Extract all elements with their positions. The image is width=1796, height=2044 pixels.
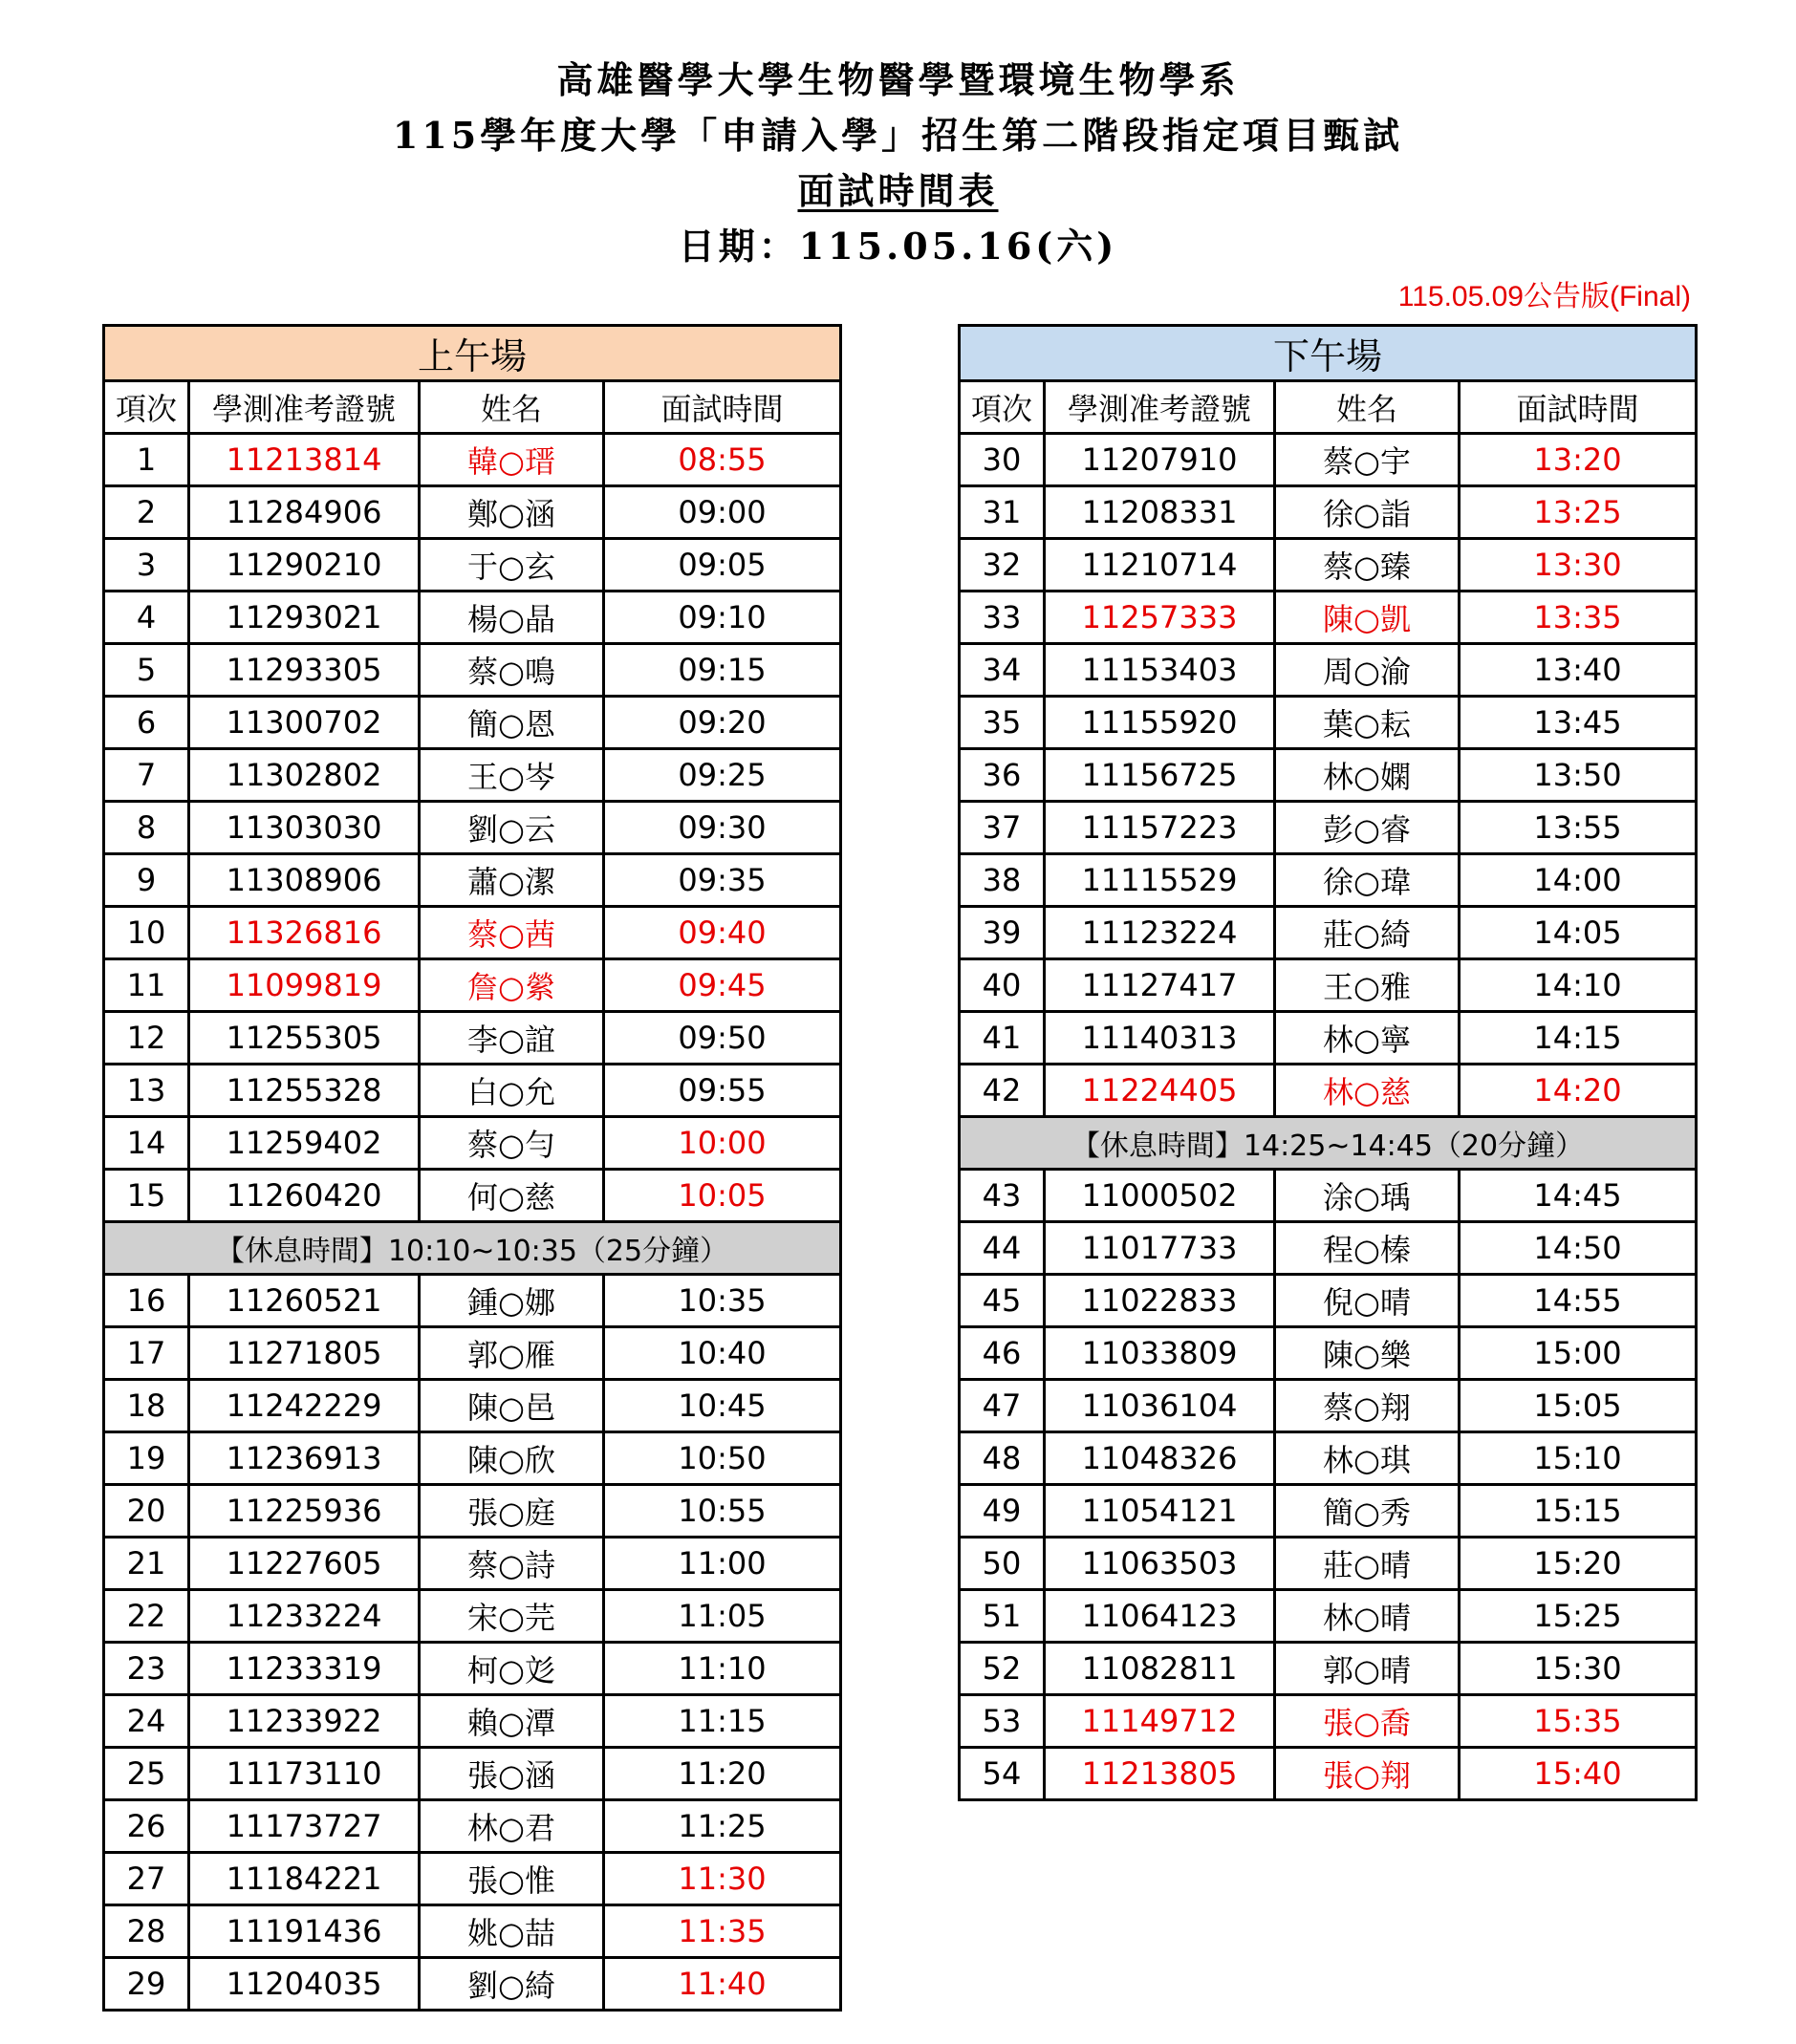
interview-time: 15:00: [1460, 1327, 1697, 1380]
row-number: 2: [104, 486, 189, 539]
table-row: [104, 592, 841, 644]
interview-time: 13:45: [1460, 697, 1697, 749]
exam-id: 11140313: [1045, 1012, 1275, 1065]
row-number: 15: [104, 1170, 189, 1222]
interview-time: 11:00: [604, 1538, 841, 1590]
table-row: [104, 1958, 841, 2011]
row-number: 6: [104, 697, 189, 749]
candidate-name: 張○惟: [420, 1853, 604, 1905]
table-row: [104, 1800, 841, 1853]
candidate-name: 賴○潭: [420, 1695, 604, 1748]
row-number: 8: [104, 802, 189, 854]
candidate-name: 何○慈: [420, 1170, 604, 1222]
interview-time: 09:15: [604, 644, 841, 697]
exam-id: 11259402: [189, 1117, 420, 1170]
candidate-name: 莊○綺: [1275, 907, 1460, 959]
interview-time: 10:55: [604, 1485, 841, 1538]
table-row: [960, 644, 1697, 697]
column-header-no: 項次: [104, 381, 189, 434]
interview-time: 14:50: [1460, 1222, 1697, 1275]
exam-id: 11115529: [1045, 854, 1275, 907]
candidate-name: 陳○邑: [420, 1380, 604, 1432]
exam-id: 11153403: [1045, 644, 1275, 697]
row-number: 37: [960, 802, 1045, 854]
schedule-heading: 面試時間表: [797, 169, 999, 212]
row-number: 14: [104, 1117, 189, 1170]
column-header-name: 姓名: [420, 381, 604, 434]
row-number: 16: [104, 1275, 189, 1327]
exam-id: 11227605: [189, 1538, 420, 1590]
interview-time: 13:20: [1460, 434, 1697, 486]
interview-time: 09:45: [604, 959, 841, 1012]
interview-time: 15:05: [1460, 1380, 1697, 1432]
column-header-time: 面試時間: [604, 381, 841, 434]
candidate-name: 張○庭: [420, 1485, 604, 1538]
exam-id: 11257333: [1045, 592, 1275, 644]
interview-time: 13:30: [1460, 539, 1697, 592]
row-number: 38: [960, 854, 1045, 907]
exam-id: 11233224: [189, 1590, 420, 1643]
table-row: [960, 749, 1697, 802]
exam-id: 11099819: [189, 959, 420, 1012]
interview-time: 09:05: [604, 539, 841, 592]
interview-time: 13:40: [1460, 644, 1697, 697]
table-row: [960, 1170, 1697, 1222]
afternoon-schedule-table: [958, 324, 1698, 1801]
candidate-name: 鍾○娜: [420, 1275, 604, 1327]
row-number: 17: [104, 1327, 189, 1380]
candidate-name: 蔡○臻: [1275, 539, 1460, 592]
exam-id: 11173727: [189, 1800, 420, 1853]
exam-id: 11225936: [189, 1485, 420, 1538]
exam-id: 11204035: [189, 1958, 420, 2011]
exam-id: 11082811: [1045, 1643, 1275, 1695]
table-row: [104, 1853, 841, 1905]
table-row: [104, 697, 841, 749]
candidate-name: 王○雅: [1275, 959, 1460, 1012]
table-row: [960, 1748, 1697, 1800]
candidate-name: 劉○綺: [420, 1958, 604, 2011]
row-number: 9: [104, 854, 189, 907]
exam-id: 11156725: [1045, 749, 1275, 802]
exam-id: 11036104: [1045, 1380, 1275, 1432]
row-number: 53: [960, 1695, 1045, 1748]
interview-time: 13:55: [1460, 802, 1697, 854]
table-row: [960, 1222, 1697, 1275]
row-number: 5: [104, 644, 189, 697]
row-number: 45: [960, 1275, 1045, 1327]
column-header-id: 學測准考證號: [1045, 381, 1275, 434]
row-number: 13: [104, 1065, 189, 1117]
table-row: [960, 592, 1697, 644]
interview-time: 11:35: [604, 1905, 841, 1958]
exam-id: 11157223: [1045, 802, 1275, 854]
table-row: [960, 434, 1697, 486]
row-number: 36: [960, 749, 1045, 802]
candidate-name: 周○渝: [1275, 644, 1460, 697]
table-row: [960, 959, 1697, 1012]
row-number: 51: [960, 1590, 1045, 1643]
exam-id: 11213814: [189, 434, 420, 486]
row-number: 24: [104, 1695, 189, 1748]
exam-id: 11064123: [1045, 1590, 1275, 1643]
table-row: [960, 1538, 1697, 1590]
table-row: [104, 959, 841, 1012]
exam-id: 11233319: [189, 1643, 420, 1695]
table-row: [104, 749, 841, 802]
table-row: [104, 1012, 841, 1065]
candidate-name: 王○岑: [420, 749, 604, 802]
candidate-name: 蔡○茜: [420, 907, 604, 959]
row-number: 43: [960, 1170, 1045, 1222]
interview-time: 10:50: [604, 1432, 841, 1485]
table-row: [960, 1380, 1697, 1432]
row-number: 46: [960, 1327, 1045, 1380]
candidate-name: 彭○睿: [1275, 802, 1460, 854]
exam-id: 11302802: [189, 749, 420, 802]
row-number: 27: [104, 1853, 189, 1905]
candidate-name: 詹○縈: [420, 959, 604, 1012]
exam-id: 11184221: [189, 1853, 420, 1905]
candidate-name: 蕭○潔: [420, 854, 604, 907]
row-number: 39: [960, 907, 1045, 959]
exam-id: 11233922: [189, 1695, 420, 1748]
table-row: [960, 1275, 1697, 1327]
interview-time: 13:35: [1460, 592, 1697, 644]
exam-id: 11054121: [1045, 1485, 1275, 1538]
candidate-name: 劉○云: [420, 802, 604, 854]
morning-schedule-table: [102, 324, 842, 2012]
candidate-name: 柯○彣: [420, 1643, 604, 1695]
table-row: [104, 539, 841, 592]
candidate-name: 楊○晶: [420, 592, 604, 644]
candidate-name: 林○慈: [1275, 1065, 1460, 1117]
table-row: [104, 802, 841, 854]
document-title: 高雄醫學大學生物醫學暨環境生物學系: [556, 58, 1240, 101]
table-row: [960, 854, 1697, 907]
interview-time: 13:25: [1460, 486, 1697, 539]
exam-id: 11173110: [189, 1748, 420, 1800]
table-row: [960, 1485, 1697, 1538]
interview-time: 10:45: [604, 1380, 841, 1432]
candidate-name: 蔡○鳴: [420, 644, 604, 697]
interview-time: 11:40: [604, 1958, 841, 2011]
table-row: [104, 1117, 841, 1170]
interview-time: 10:00: [604, 1117, 841, 1170]
interview-time: 14:00: [1460, 854, 1697, 907]
column-header-name: 姓名: [1275, 381, 1460, 434]
exam-id: 11000502: [1045, 1170, 1275, 1222]
table-row: [104, 1327, 841, 1380]
exam-id: 11255305: [189, 1012, 420, 1065]
exam-id: 11242229: [189, 1380, 420, 1432]
row-number: 25: [104, 1748, 189, 1800]
row-number: 20: [104, 1485, 189, 1538]
exam-id: 11149712: [1045, 1695, 1275, 1748]
interview-time: 11:25: [604, 1800, 841, 1853]
interview-time: 09:00: [604, 486, 841, 539]
candidate-name: 張○喬: [1275, 1695, 1460, 1748]
table-row: [960, 697, 1697, 749]
row-number: 28: [104, 1905, 189, 1958]
row-number: 3: [104, 539, 189, 592]
document-subtitle: 115學年度大學「申請入學」招生第二階段指定項目甄試: [392, 114, 1404, 157]
interview-time: 10:35: [604, 1275, 841, 1327]
candidate-name: 林○寧: [1275, 1012, 1460, 1065]
afternoon-session-title: 下午場: [960, 326, 1697, 381]
exam-id: 11213805: [1045, 1748, 1275, 1800]
morning-break-row: 【休息時間】10:10~10:35（25分鐘）: [104, 1222, 841, 1275]
candidate-name: 于○玄: [420, 539, 604, 592]
table-row: [104, 854, 841, 907]
row-number: 41: [960, 1012, 1045, 1065]
candidate-name: 蔡○詩: [420, 1538, 604, 1590]
row-number: 52: [960, 1643, 1045, 1695]
table-row: [104, 1905, 841, 1958]
exam-id: 11308906: [189, 854, 420, 907]
interview-time: 09:35: [604, 854, 841, 907]
candidate-name: 郭○雁: [420, 1327, 604, 1380]
interview-time: 09:50: [604, 1012, 841, 1065]
interview-time: 15:35: [1460, 1695, 1697, 1748]
table-row: [104, 1485, 841, 1538]
morning-session-title: 上午場: [104, 326, 841, 381]
exam-date: 日期：115.05.16(六): [678, 225, 1118, 268]
row-number: 29: [104, 1958, 189, 2011]
row-number: 47: [960, 1380, 1045, 1432]
candidate-name: 徐○瑋: [1275, 854, 1460, 907]
interview-time: 11:30: [604, 1853, 841, 1905]
table-row: [960, 1695, 1697, 1748]
candidate-name: 林○嫻: [1275, 749, 1460, 802]
interview-time: 15:10: [1460, 1432, 1697, 1485]
candidate-name: 徐○詣: [1275, 486, 1460, 539]
exam-id: 11127417: [1045, 959, 1275, 1012]
candidate-name: 涂○瑀: [1275, 1170, 1460, 1222]
exam-id: 11022833: [1045, 1275, 1275, 1327]
table-row: [960, 1065, 1697, 1117]
table-row: [960, 1590, 1697, 1643]
candidate-name: 程○榛: [1275, 1222, 1460, 1275]
candidate-name: 張○翔: [1275, 1748, 1460, 1800]
interview-time: 14:20: [1460, 1065, 1697, 1117]
candidate-name: 簡○恩: [420, 697, 604, 749]
candidate-name: 陳○欣: [420, 1432, 604, 1485]
row-number: 54: [960, 1748, 1045, 1800]
interview-time: 15:20: [1460, 1538, 1697, 1590]
row-number: 19: [104, 1432, 189, 1485]
table-row: [960, 907, 1697, 959]
candidate-name: 倪○晴: [1275, 1275, 1460, 1327]
interview-time: 15:40: [1460, 1748, 1697, 1800]
interview-time: 09:55: [604, 1065, 841, 1117]
table-row: [104, 1065, 841, 1117]
interview-time: 10:05: [604, 1170, 841, 1222]
row-number: 10: [104, 907, 189, 959]
row-number: 21: [104, 1538, 189, 1590]
candidate-name: 陳○凱: [1275, 592, 1460, 644]
interview-time: 15:25: [1460, 1590, 1697, 1643]
interview-time: 08:55: [604, 434, 841, 486]
exam-id: 11123224: [1045, 907, 1275, 959]
interview-time: 09:30: [604, 802, 841, 854]
table-row: [960, 539, 1697, 592]
exam-id: 11048326: [1045, 1432, 1275, 1485]
row-number: 23: [104, 1643, 189, 1695]
exam-id: 11155920: [1045, 697, 1275, 749]
row-number: 4: [104, 592, 189, 644]
table-row: [104, 1275, 841, 1327]
interview-time: 09:40: [604, 907, 841, 959]
column-header-row: [960, 381, 1697, 434]
row-number: 34: [960, 644, 1045, 697]
table-row: [104, 1643, 841, 1695]
row-number: 11: [104, 959, 189, 1012]
candidate-name: 宋○芫: [420, 1590, 604, 1643]
row-number: 44: [960, 1222, 1045, 1275]
candidate-name: 姚○喆: [420, 1905, 604, 1958]
table-row: [104, 486, 841, 539]
row-number: 1: [104, 434, 189, 486]
exam-id: 11255328: [189, 1065, 420, 1117]
table-row: [104, 1432, 841, 1485]
column-header-no: 項次: [960, 381, 1045, 434]
candidate-name: 白○允: [420, 1065, 604, 1117]
candidate-name: 張○涵: [420, 1748, 604, 1800]
exam-id: 11208331: [1045, 486, 1275, 539]
candidate-name: 鄭○涵: [420, 486, 604, 539]
row-number: 32: [960, 539, 1045, 592]
column-header-time: 面試時間: [1460, 381, 1697, 434]
table-row: [960, 802, 1697, 854]
exam-id: 11303030: [189, 802, 420, 854]
exam-id: 11207910: [1045, 434, 1275, 486]
row-number: 7: [104, 749, 189, 802]
interview-time: 11:10: [604, 1643, 841, 1695]
exam-id: 11290210: [189, 539, 420, 592]
table-row: [104, 1695, 841, 1748]
candidate-name: 李○誼: [420, 1012, 604, 1065]
row-number: 40: [960, 959, 1045, 1012]
row-number: 12: [104, 1012, 189, 1065]
candidate-name: 葉○耘: [1275, 697, 1460, 749]
row-number: 22: [104, 1590, 189, 1643]
candidate-name: 韓○瑨: [420, 434, 604, 486]
table-row: [960, 486, 1697, 539]
interview-time: 09:25: [604, 749, 841, 802]
table-row: [960, 1327, 1697, 1380]
table-row: [960, 1012, 1697, 1065]
exam-id: 11063503: [1045, 1538, 1275, 1590]
version-label: 115.05.09公告版(Final): [1397, 281, 1691, 312]
interview-time: 14:15: [1460, 1012, 1697, 1065]
row-number: 50: [960, 1538, 1045, 1590]
row-number: 49: [960, 1485, 1045, 1538]
row-number: 30: [960, 434, 1045, 486]
candidate-name: 簡○秀: [1275, 1485, 1460, 1538]
column-header-row: [104, 381, 841, 434]
interview-time: 09:10: [604, 592, 841, 644]
interview-time: 11:15: [604, 1695, 841, 1748]
interview-time: 15:30: [1460, 1643, 1697, 1695]
interview-time: 14:10: [1460, 959, 1697, 1012]
exam-id: 11017733: [1045, 1222, 1275, 1275]
exam-id: 11236913: [189, 1432, 420, 1485]
table-row: [104, 1538, 841, 1590]
exam-id: 11260521: [189, 1275, 420, 1327]
interview-time: 11:20: [604, 1748, 841, 1800]
table-row: [104, 1170, 841, 1222]
interview-time: 15:15: [1460, 1485, 1697, 1538]
row-number: 26: [104, 1800, 189, 1853]
candidate-name: 林○君: [420, 1800, 604, 1853]
exam-id: 11284906: [189, 486, 420, 539]
exam-id: 11271805: [189, 1327, 420, 1380]
row-number: 18: [104, 1380, 189, 1432]
candidate-name: 郭○晴: [1275, 1643, 1460, 1695]
candidate-name: 林○晴: [1275, 1590, 1460, 1643]
exam-id: 11224405: [1045, 1065, 1275, 1117]
table-row: [960, 1643, 1697, 1695]
row-number: 48: [960, 1432, 1045, 1485]
table-row: [104, 907, 841, 959]
table-row: [104, 644, 841, 697]
candidate-name: 陳○樂: [1275, 1327, 1460, 1380]
candidate-name: 蔡○宇: [1275, 434, 1460, 486]
exam-id: 11300702: [189, 697, 420, 749]
exam-id: 11191436: [189, 1905, 420, 1958]
candidate-name: 林○琪: [1275, 1432, 1460, 1485]
exam-id: 11326816: [189, 907, 420, 959]
exam-id: 11033809: [1045, 1327, 1275, 1380]
candidate-name: 莊○晴: [1275, 1538, 1460, 1590]
interview-time: 13:50: [1460, 749, 1697, 802]
interview-time: 09:20: [604, 697, 841, 749]
interview-time: 10:40: [604, 1327, 841, 1380]
interview-time: 11:05: [604, 1590, 841, 1643]
table-row: [104, 434, 841, 486]
interview-time: 14:05: [1460, 907, 1697, 959]
table-row: [104, 1380, 841, 1432]
row-number: 31: [960, 486, 1045, 539]
exam-id: 11210714: [1045, 539, 1275, 592]
exam-id: 11293305: [189, 644, 420, 697]
row-number: 42: [960, 1065, 1045, 1117]
table-row: [104, 1590, 841, 1643]
afternoon-break-row: 【休息時間】14:25~14:45（20分鐘）: [960, 1117, 1697, 1170]
candidate-name: 蔡○勻: [420, 1117, 604, 1170]
table-row: [960, 1432, 1697, 1485]
exam-id: 11260420: [189, 1170, 420, 1222]
interview-time: 14:55: [1460, 1275, 1697, 1327]
exam-id: 11293021: [189, 592, 420, 644]
row-number: 33: [960, 592, 1045, 644]
candidate-name: 蔡○翔: [1275, 1380, 1460, 1432]
row-number: 35: [960, 697, 1045, 749]
table-row: [104, 1748, 841, 1800]
interview-time: 14:45: [1460, 1170, 1697, 1222]
column-header-id: 學測准考證號: [189, 381, 420, 434]
